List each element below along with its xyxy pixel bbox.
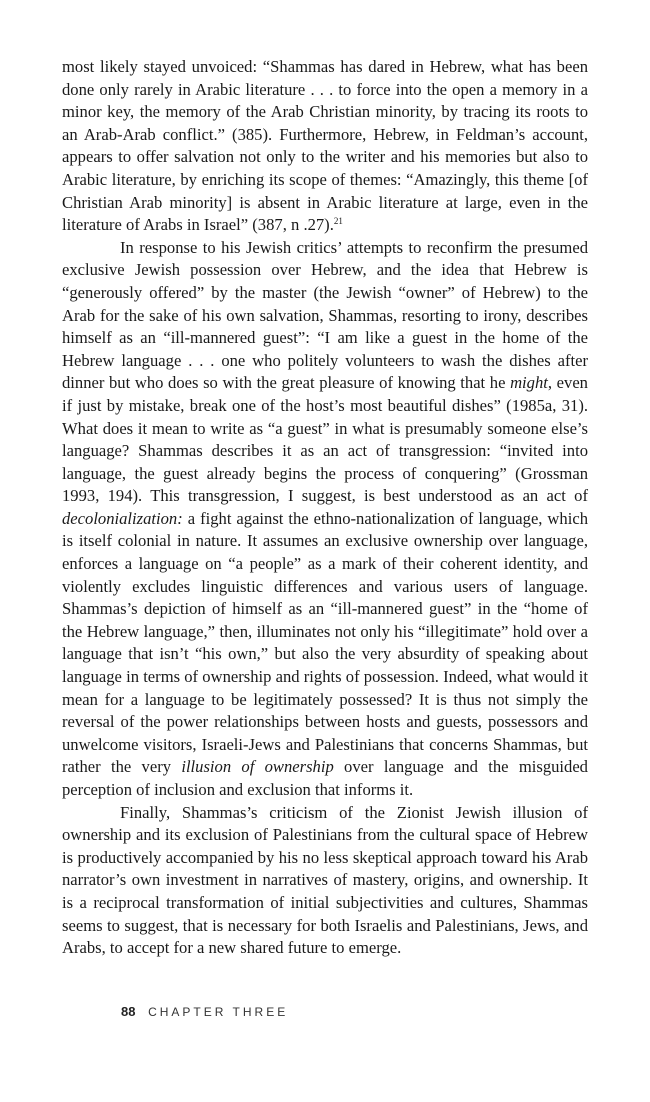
italic-text: might bbox=[510, 373, 548, 393]
paragraph-1 bbox=[62, 56, 588, 237]
body-text: , even if just by mistake, break one of the host’s most beautiful dishes” (1985a, 31). What does it mean to write as “a guest” in what is presumably someone else’s language? Shammas describes it as an act of transgression: “invited into language, the guest already begins the process of conquering” (Grossman 1993, 194). This transgression, I suggest, is best understood as an act of bbox=[62, 373, 588, 506]
paragraph-2 bbox=[62, 237, 588, 802]
body-text: most likely stayed unvoiced: “Shammas has dared in Hebrew, what has been done only rarely in Arabic literature . . . to force into the open a memory in a minor key, the memory of the Arab Christian minority, by tracing its roots to an Arab-Arab conflict.” (385). Furthermore, Hebrew, in Feldman’s account, appears to offer salvation not only to the writer and his memories but also to Arabic literature, by enriching its scope of themes: “Amazingly, this theme [of Christian Arab minority] is absent in Arabic literature at large, even in the literature of Arabs in Israel” (387, n .27). bbox=[62, 57, 588, 235]
body-text: In response to his Jewish critics’ attempts to reconfirm the presumed exclusive Jewish possession over Hebrew, and the idea that Hebrew is “generously offered” by the master (the Jewish “owner” of Hebrew) to the Arab for the sake of his own salvation, Shammas, resorting to irony, describes himself as an “ill-mannered guest”: “I am like a guest in the home of the Hebrew language . . . one who politely volunteers to wash the dishes after dinner but who does so with the great pleasure of knowing that he bbox=[62, 237, 588, 393]
page-body bbox=[62, 56, 588, 960]
page-number: 88 bbox=[121, 1004, 136, 1019]
body-text: over language and the misguided perception of inclusion and exclusion that informs it. bbox=[62, 757, 588, 799]
page-footer bbox=[121, 1004, 288, 1019]
paragraph-3 bbox=[62, 802, 588, 960]
body-text: a fight against the ethno-nationalization of language, which is itself colonial in nature. It assumes an exclusive ownership over language, enforces a language on “a people” as a mark of their coherent identity, and violently excludes linguistic differences and various users of language. Shammas’s depiction of himself as an “ill-mannered guest” in the “home of the Hebrew language,” then, illuminates not only his “illegitimate” hold over a language that isn’t “his own,” but also the very absurdity of speaking about language in terms of ownership and rights of possession. Indeed, what would it mean for a language to be legitimately possessed? It is thus not simply the reversal of the power relationships between hosts and guests, possessors and unwelcome visitors, Israeli-Jews and Palestinians that concerns Shammas, but rather the very bbox=[62, 508, 588, 777]
running-head: CHAPTER THREE bbox=[148, 1005, 289, 1019]
italic-text: decolonialization: bbox=[62, 508, 183, 528]
footnote-ref: 21 bbox=[333, 216, 343, 227]
italic-text: illusion of ownership bbox=[181, 757, 334, 777]
body-text: Finally, Shammas’s criticism of the Zionist Jewish illusion of ownership and its exclusion of Palestinians from the cultural space of Hebrew is productively accompanied by his no less skeptical approach toward his Arab narrator’s own investment in narratives of mastery, origins, and ownership. It is a reciprocal transformation of initial subjectivities and cultures, Shammas seems to suggest, that is necessary for both Israelis and Palestinians, Jews, and Arabs, to accept for a new shared future to emerge. bbox=[62, 802, 588, 958]
